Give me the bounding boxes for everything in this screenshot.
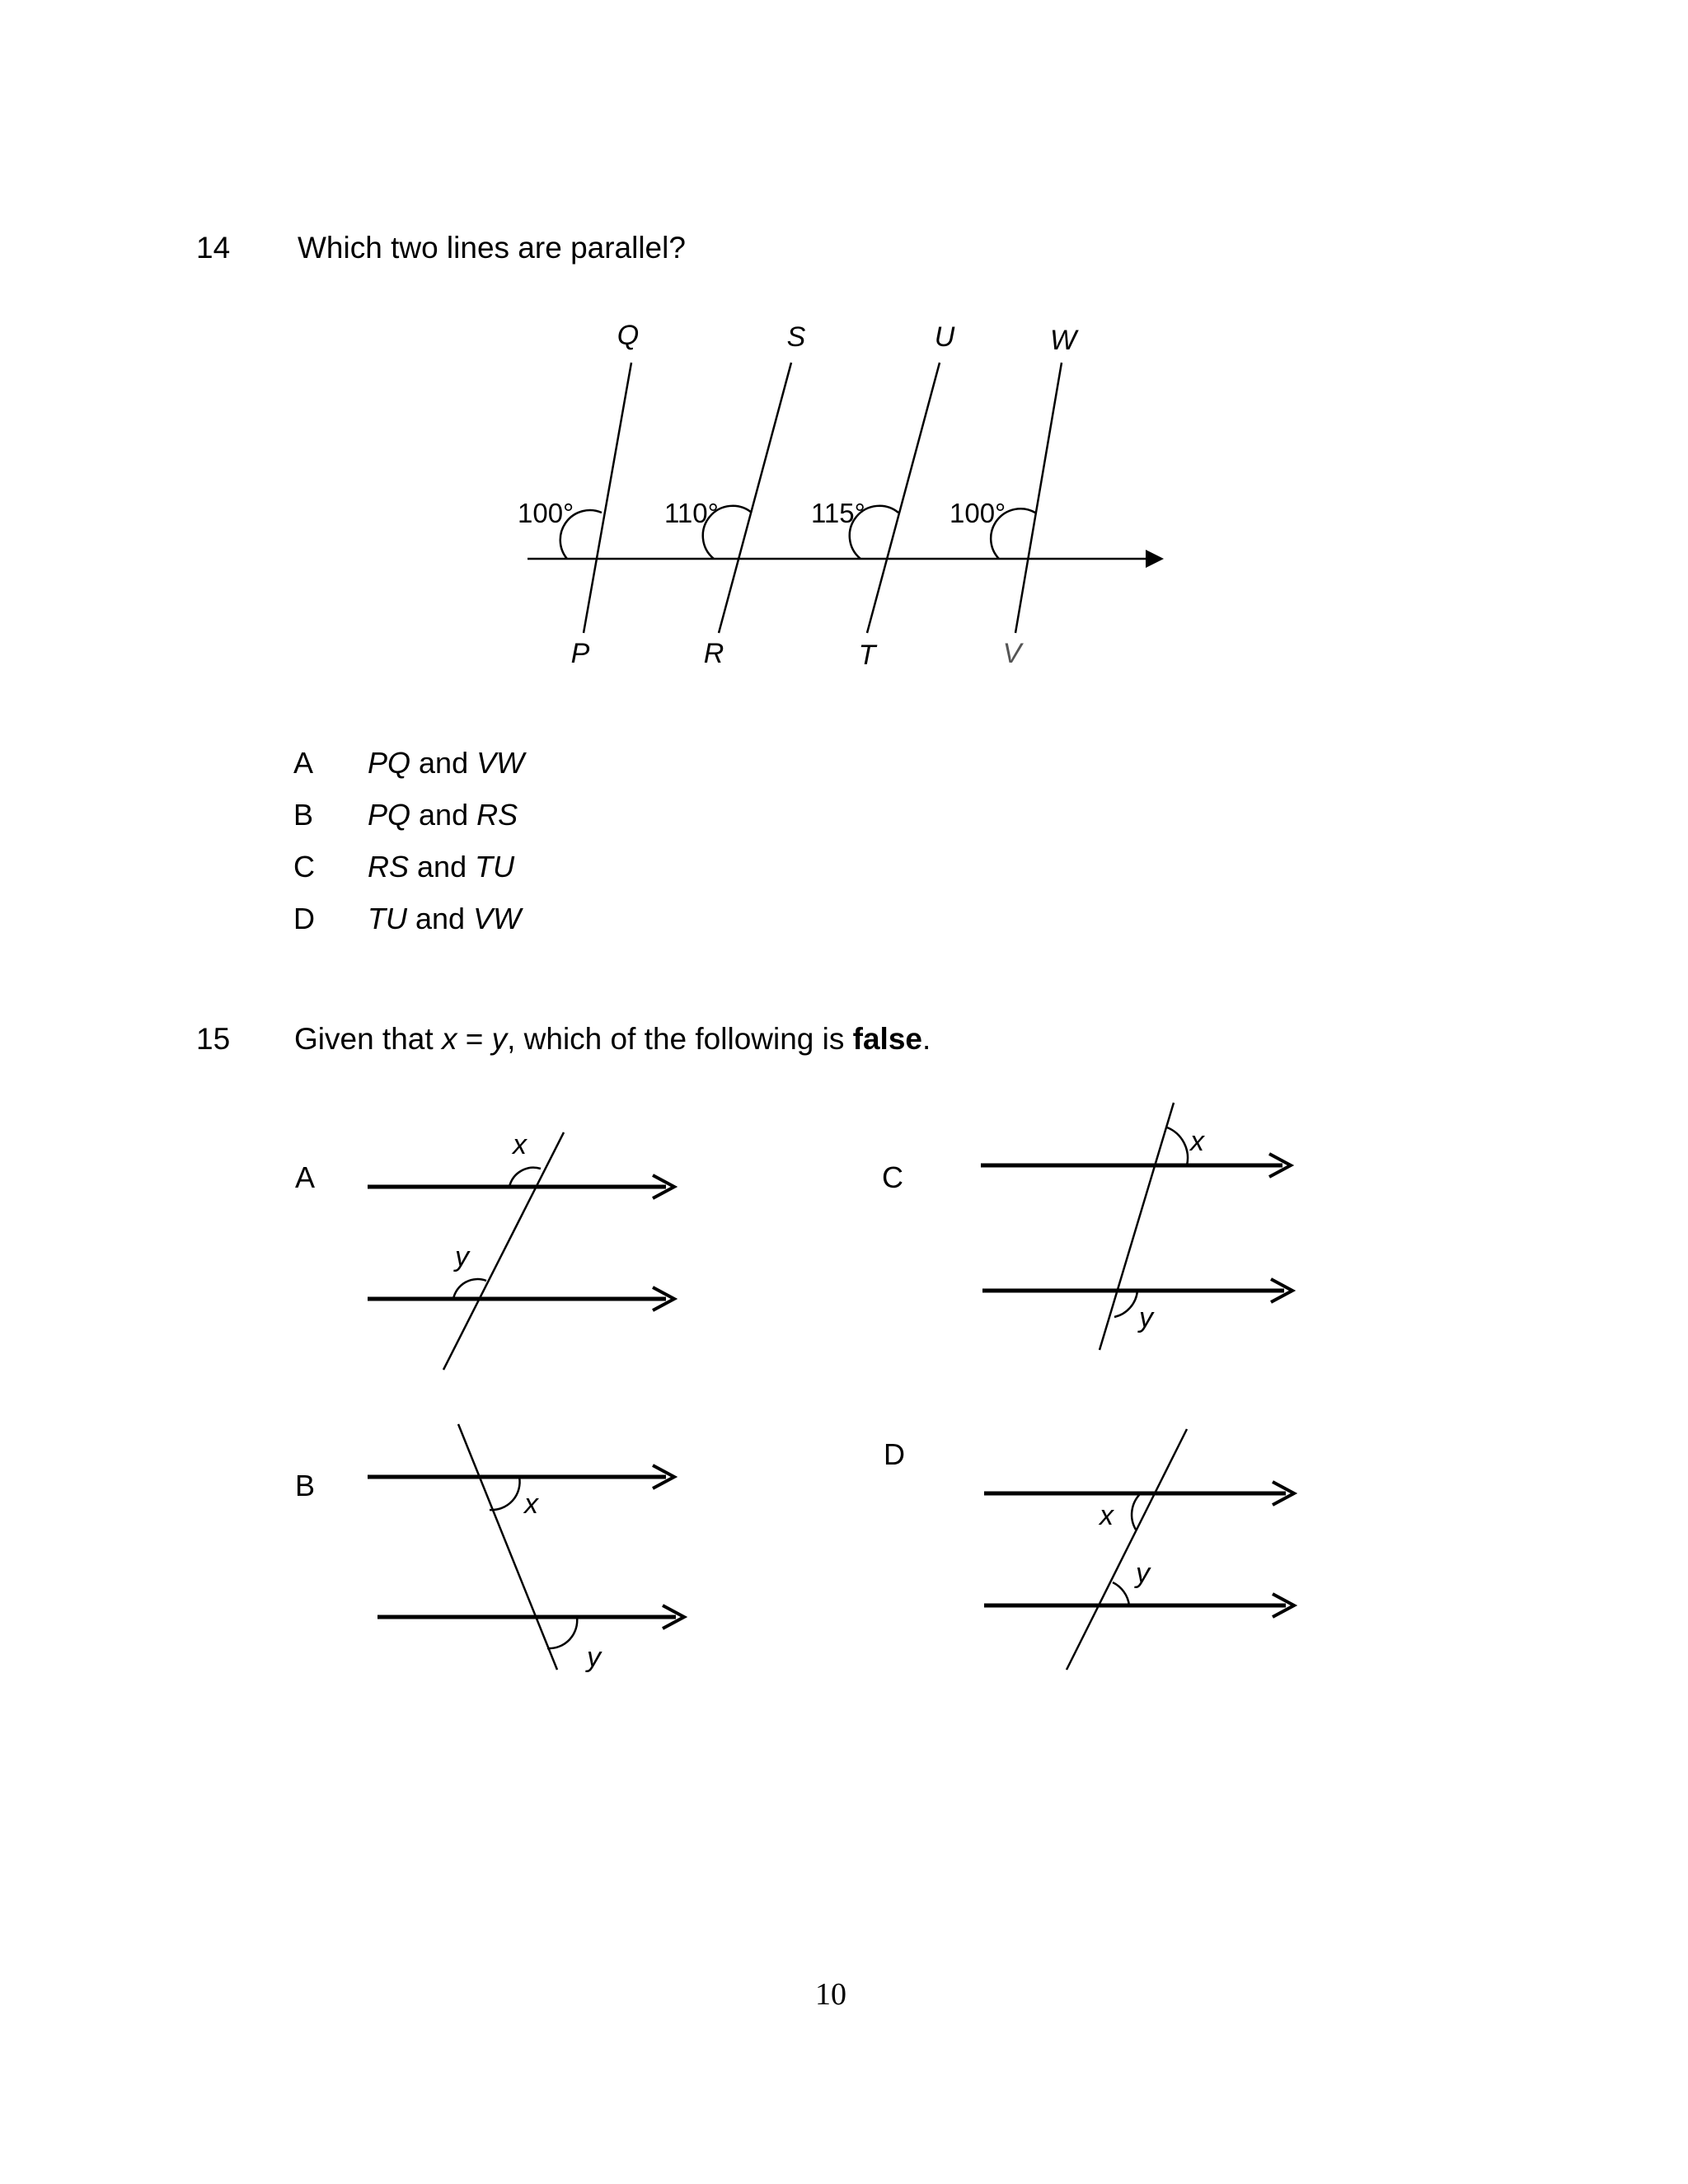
- q14-option-a-first: PQ: [368, 746, 411, 780]
- q14-option-d-text: [368, 902, 521, 936]
- q14-option-c-text: [368, 850, 514, 884]
- q14-option-c-first: RS: [368, 850, 410, 883]
- diagram-b-x-label: x: [524, 1488, 538, 1520]
- q14-option-a-letter: A: [293, 746, 314, 780]
- label-s: S: [786, 321, 806, 353]
- q14-option-d-and: and: [415, 902, 466, 935]
- q15-end: .: [922, 1022, 931, 1056]
- q15-y: y: [491, 1022, 508, 1056]
- line-pq: [584, 363, 631, 633]
- q15-diagrams: [0, 1071, 1688, 1731]
- q14-option-b-first: PQ: [368, 798, 411, 832]
- question-15-text: [294, 1022, 931, 1057]
- question-15-number: 15: [196, 1022, 231, 1056]
- diagram-b-y-label: y: [587, 1642, 601, 1673]
- question-14-text: Which two lines are parallel?: [298, 231, 686, 265]
- q15-prefix: Given that: [294, 1022, 442, 1056]
- q15-middle: , which of the following is: [507, 1022, 853, 1056]
- q14-option-a-and: and: [419, 746, 469, 780]
- q14-option-b-and: and: [419, 798, 469, 832]
- q14-option-b-second: RS: [476, 798, 518, 832]
- label-t: T: [858, 640, 876, 671]
- line-tu: [867, 363, 940, 633]
- angle-label-p: 100°: [518, 498, 574, 528]
- label-u: U: [934, 321, 955, 353]
- angle-label-r: 110°: [664, 498, 719, 528]
- q15-x: x: [441, 1022, 457, 1056]
- horizontal-arrowhead: [1146, 550, 1164, 568]
- q14-option-c-letter: C: [293, 850, 315, 883]
- label-q: Q: [617, 320, 640, 351]
- diagram-c: [981, 1103, 1292, 1350]
- diagram-c-x-label: x: [1190, 1126, 1204, 1157]
- q14-option-d-letter: D: [293, 902, 315, 935]
- angle-label-t: 115°: [811, 498, 865, 528]
- diagram-d-x-label: x: [1100, 1500, 1114, 1531]
- page-number: 10: [815, 1977, 846, 2012]
- diagram-a: [368, 1129, 674, 1370]
- q14-parallel-lines-figure: [0, 0, 1688, 742]
- diagram-b: [368, 1424, 684, 1673]
- q15-diagram-b-letter: B: [295, 1469, 316, 1502]
- label-p: P: [570, 638, 590, 669]
- q15-emph: false: [852, 1022, 922, 1056]
- q14-option-a-text: [368, 746, 524, 780]
- label-v: V: [1002, 638, 1022, 669]
- angle-label-v: 100°: [950, 498, 1006, 528]
- label-r: R: [703, 638, 724, 669]
- q14-option-c-second: TU: [475, 850, 515, 883]
- diagram-a-x-label: x: [513, 1129, 527, 1160]
- q15-diagram-a-letter: A: [295, 1160, 316, 1194]
- q14-option-b-letter: B: [293, 798, 314, 832]
- diagram-a-y-label: y: [455, 1241, 469, 1272]
- question-14-number: 14: [196, 231, 231, 265]
- diagram-d: [984, 1429, 1294, 1670]
- q15-diagram-c-letter: C: [882, 1160, 903, 1194]
- q15-diagram-d-letter: D: [884, 1437, 905, 1471]
- q14-option-b-text: [368, 798, 518, 832]
- q14-option-a-second: VW: [476, 746, 525, 780]
- diagram-c-y-label: y: [1139, 1302, 1153, 1333]
- q14-option-d-second: VW: [473, 902, 522, 935]
- q14-option-c-and: and: [417, 850, 467, 883]
- q15-equals: =: [457, 1022, 492, 1056]
- line-vw: [1015, 363, 1062, 633]
- line-rs: [719, 363, 791, 633]
- q14-option-d-first: TU: [368, 902, 407, 935]
- label-w: W: [1049, 325, 1077, 356]
- diagram-d-y-label: y: [1136, 1558, 1150, 1589]
